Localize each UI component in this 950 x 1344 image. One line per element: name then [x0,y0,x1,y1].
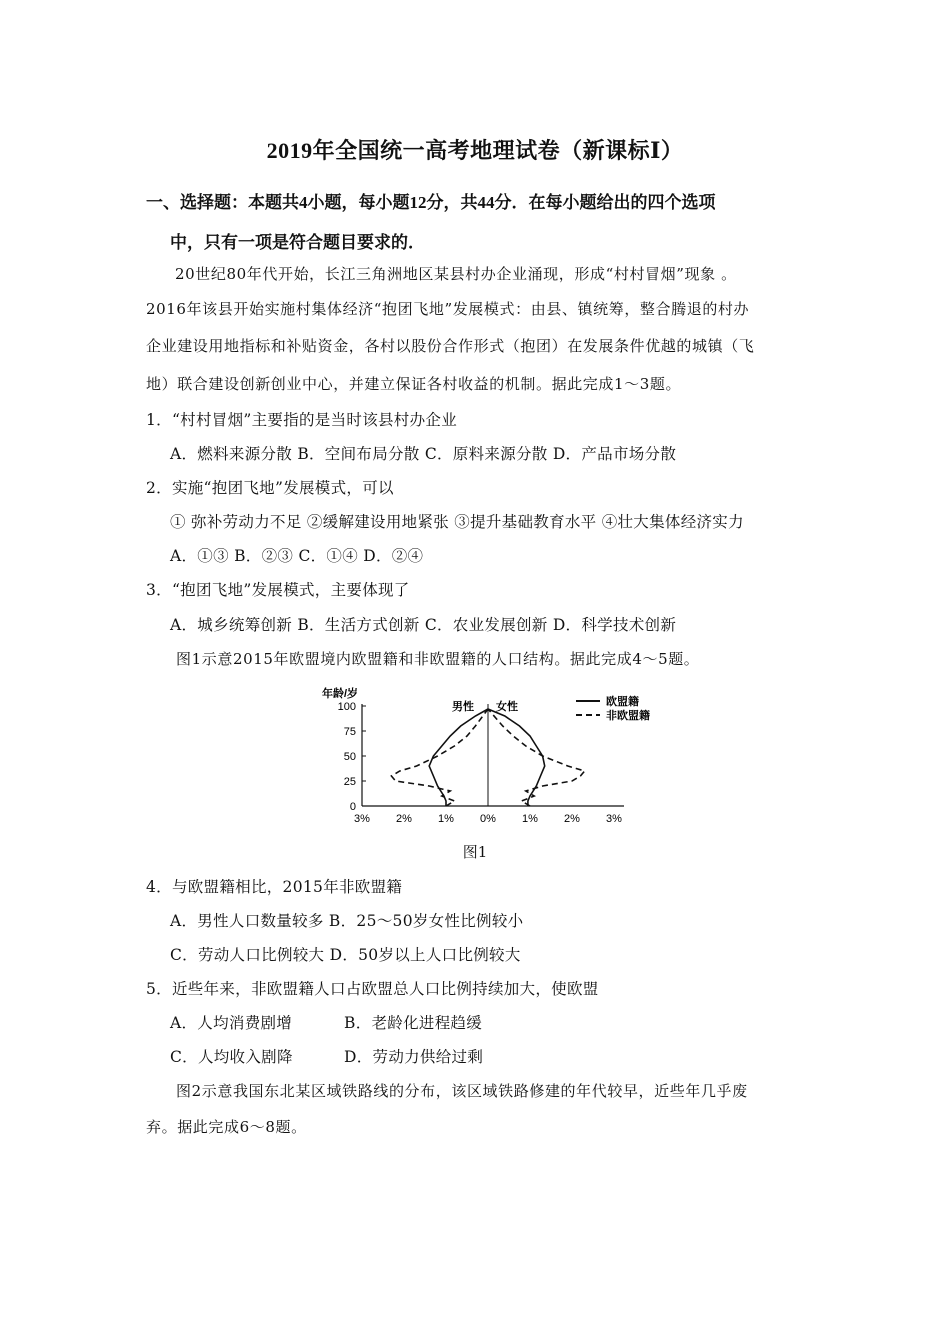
legend-eu: 欧盟籍 [606,696,639,708]
passage3-line2: 弃。据此完成6～8题。 [146,1118,307,1136]
x-tick-label: 3% [606,813,622,825]
q4-options-line1: A．男性人口数量较多 B．25～50岁女性比例较小 [170,912,524,930]
x-tick-label: 2% [396,813,412,825]
x-tick-label: 1% [438,813,454,825]
passage1-line3: 企业建设用地指标和补贴资金，各村以股份合作形式（抱团）在发展条件优越的城镇（飞 [146,337,755,355]
q1-options: A．燃料来源分散 B．空间布局分散 C．原料来源分散 D．产品市场分散 [170,445,677,463]
page-title: 2019年全国统一高考地理试卷（新课标Ⅰ） [266,138,684,163]
passage1-line2: 2016年该县开始实施村集体经济“抱团飞地”发展模式：由县、镇统筹，整合腾退的村办 [146,300,750,318]
figure-caption [0,841,950,862]
series-line-eu-male [429,709,488,806]
q1-stem: 1．“村村冒烟”主要指的是当时该县村办企业 [146,411,458,429]
female-label: 女性 [496,701,518,713]
y-tick-label: 50 [343,751,356,763]
section-heading-line1: 一、选择题：本题共4小题，每小题12分，共44分．在每小题给出的四个选项 [146,193,716,212]
passage2: 图1示意2015年欧盟境内欧盟籍和非欧盟籍的人口结构。据此完成4～5题。 [176,650,700,668]
q5-option-d: D．劳动力供给过剩 [344,1048,484,1066]
y-tick-label: 75 [343,726,356,738]
q2-items: ① 弥补劳动力不足 ②缓解建设用地紧张 ③提升基础教育水平 ④壮大集体经济实力 [170,513,744,531]
male-label: 男性 [452,701,474,713]
q5-option-c: C．人均收入剧降 [170,1048,293,1066]
section-heading-line2: 中，只有一项是符合题目要求的． [170,233,425,252]
series-line-eu-female [488,709,545,806]
series-line-non-eu-female [488,709,585,806]
passage1-line1: 20世纪80年代开始，长江三角洲地区某县村办企业涌现，形成“村村冒烟”现象 。 [175,265,737,283]
y-axis-label: 年龄/岁 [322,688,359,700]
series-line-non-eu-male [391,709,488,806]
x-tick-label: 2% [564,813,580,825]
y-tick-label: 0 [349,801,356,813]
q3-stem: 3．“抱团飞地”发展模式，主要体现了 [146,581,410,599]
q2-stem: 2．实施“抱团飞地”发展模式，可以 [146,479,394,497]
x-tick-label: 3% [354,813,370,825]
y-tick-label: 25 [343,776,356,788]
legend-non-eu: 非欧盟籍 [606,710,650,722]
y-tick-label: 100 [337,701,356,713]
q5-option-a: A．人均消费剧增 [170,1014,293,1032]
q5-option-b: B．老龄化进程趋缓 [344,1014,483,1032]
q4-options-line2: C．劳动人口比例较大 D．50岁以上人口比例较大 [170,946,521,964]
figure-caption-text: 图1 [462,843,488,861]
passage1-line4: 地）联合建设创新创业中心，并建立保证各村收益的机制。据此完成1～3题。 [146,375,682,393]
population-pyramid-chart [300,680,660,840]
q5-stem: 5．近些年来，非欧盟籍人口占欧盟总人口比例持续加大，使欧盟 [146,980,599,998]
q3-options: A．城乡统筹创新 B．生活方式创新 C．农业发展创新 D．科学技术创新 [170,616,677,634]
x-tick-label: 0% [480,813,496,825]
q4-stem: 4．与欧盟籍相比，2015年非欧盟籍 [146,878,403,896]
q2-options: A．①③ B．②③ C．①④ D．②④ [170,547,424,565]
passage3-line1: 图2示意我国东北某区域铁路线的分布，该区域铁路修建的年代较早，近些年几乎废 [176,1082,748,1100]
x-tick-label: 1% [522,813,538,825]
